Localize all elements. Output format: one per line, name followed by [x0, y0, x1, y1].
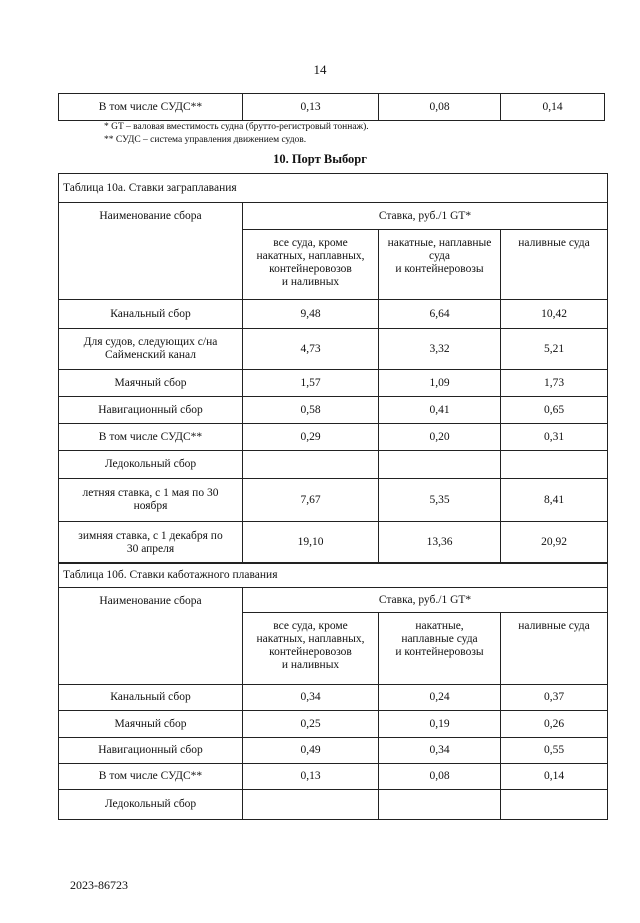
table-row: [59, 764, 608, 790]
table-row: [59, 329, 608, 370]
cell-value: 20,92: [501, 522, 608, 564]
row-name: Маячный сбор: [59, 370, 243, 397]
table-row: [59, 397, 608, 424]
header-name: Наименование сбора: [59, 203, 243, 300]
cell-value: 0,19: [379, 711, 501, 738]
table-row: [59, 370, 608, 397]
table-row: [59, 424, 608, 451]
row-name: В том числе СУДС**: [59, 94, 243, 121]
table-row: [59, 738, 608, 764]
row-name: Навигационный сбор: [59, 397, 243, 424]
table-caption: Таблица 10б. Ставки каботажного плавания: [59, 563, 608, 588]
cell-value: 0,37: [501, 685, 608, 711]
cell-value: 4,73: [243, 329, 379, 370]
cell-value: 1,09: [379, 370, 501, 397]
table-row: [59, 790, 608, 820]
cell-value: 9,48: [243, 300, 379, 329]
cell-value: 0,14: [501, 94, 605, 121]
cell-value: 0,31: [501, 424, 608, 451]
column-header: накатные, наплавные суда и контейнеровозы: [379, 613, 501, 685]
continued-table: [58, 93, 605, 121]
cell-value: 0,41: [379, 397, 501, 424]
footnote-suds: ** СУДС – система управления движением судов.: [104, 135, 307, 145]
cell-value: 10,42: [501, 300, 608, 329]
cell-value: 8,41: [501, 479, 608, 522]
section-title: 10. Порт Выборг: [273, 152, 367, 166]
cell-value: 0,13: [243, 764, 379, 790]
row-name: зимняя ставка, с 1 декабря по 30 апреля: [59, 522, 243, 564]
cell-value: 0,58: [243, 397, 379, 424]
table-row: [59, 522, 608, 564]
footnote-gt: * GT – валовая вместимость судна (брутто-регистровый тоннаж).: [104, 122, 369, 132]
row-name: летняя ставка, с 1 мая по 30 ноября: [59, 479, 243, 522]
row-name: Канальный сбор: [59, 685, 243, 711]
column-header: наливные суда: [501, 230, 608, 300]
row-name: Ледокольный сбор: [59, 451, 243, 479]
table-row: [59, 685, 608, 711]
cell-value: 0,26: [501, 711, 608, 738]
cell-value: 5,35: [379, 479, 501, 522]
cell-value: [501, 790, 608, 820]
cell-value: 5,21: [501, 329, 608, 370]
cell-value: 6,64: [379, 300, 501, 329]
cell-value: 0,49: [243, 738, 379, 764]
cell-value: 0,08: [379, 94, 501, 121]
table-row: [59, 711, 608, 738]
cell-value: [243, 451, 379, 479]
table-row: [59, 300, 608, 329]
cell-value: [243, 790, 379, 820]
table-row: [59, 94, 605, 121]
row-name: Ледокольный сбор: [59, 790, 243, 820]
cell-value: [379, 790, 501, 820]
cell-value: 0,24: [379, 685, 501, 711]
table-row: [59, 479, 608, 522]
header-name: Наименование сбора: [59, 588, 243, 685]
cell-value: 7,67: [243, 479, 379, 522]
header-rate: Ставка, руб./1 GT*: [243, 203, 608, 230]
cell-value: 1,57: [243, 370, 379, 397]
cell-value: 0,08: [379, 764, 501, 790]
column-header: все суда, кроме накатных, наплавных, контейнеровозов и наливных: [243, 230, 379, 300]
cell-value: 0,13: [243, 94, 379, 121]
cell-value: [501, 451, 608, 479]
cell-value: 0,65: [501, 397, 608, 424]
row-name: Маячный сбор: [59, 711, 243, 738]
cell-value: 0,34: [379, 738, 501, 764]
cell-value: 13,36: [379, 522, 501, 564]
document-code: 2023-86723: [70, 878, 128, 892]
cell-value: 0,14: [501, 764, 608, 790]
row-name: В том числе СУДС**: [59, 424, 243, 451]
page-number: 14: [313, 62, 327, 77]
column-header: наливные суда: [501, 613, 608, 685]
row-name: В том числе СУДС**: [59, 764, 243, 790]
cell-value: 3,32: [379, 329, 501, 370]
cell-value: 0,55: [501, 738, 608, 764]
cell-value: 0,25: [243, 711, 379, 738]
column-header: все суда, кроме накатных, наплавных, контейнеровозов и наливных: [243, 613, 379, 685]
row-name: Для судов, следующих с/на Сайменский канал: [59, 329, 243, 370]
column-header: накатные, наплавные суда и контейнеровозы: [379, 230, 501, 300]
header-rate: Ставка, руб./1 GT*: [243, 588, 608, 613]
cell-value: 19,10: [243, 522, 379, 564]
table-10a: [58, 173, 608, 564]
cell-value: 0,20: [379, 424, 501, 451]
table-row: [59, 451, 608, 479]
table-10b: [58, 562, 608, 820]
row-name: Канальный сбор: [59, 300, 243, 329]
cell-value: 0,34: [243, 685, 379, 711]
row-name: Навигационный сбор: [59, 738, 243, 764]
cell-value: 1,73: [501, 370, 608, 397]
cell-value: [379, 451, 501, 479]
table-caption: Таблица 10а. Ставки заграплавания: [59, 174, 608, 203]
cell-value: 0,29: [243, 424, 379, 451]
